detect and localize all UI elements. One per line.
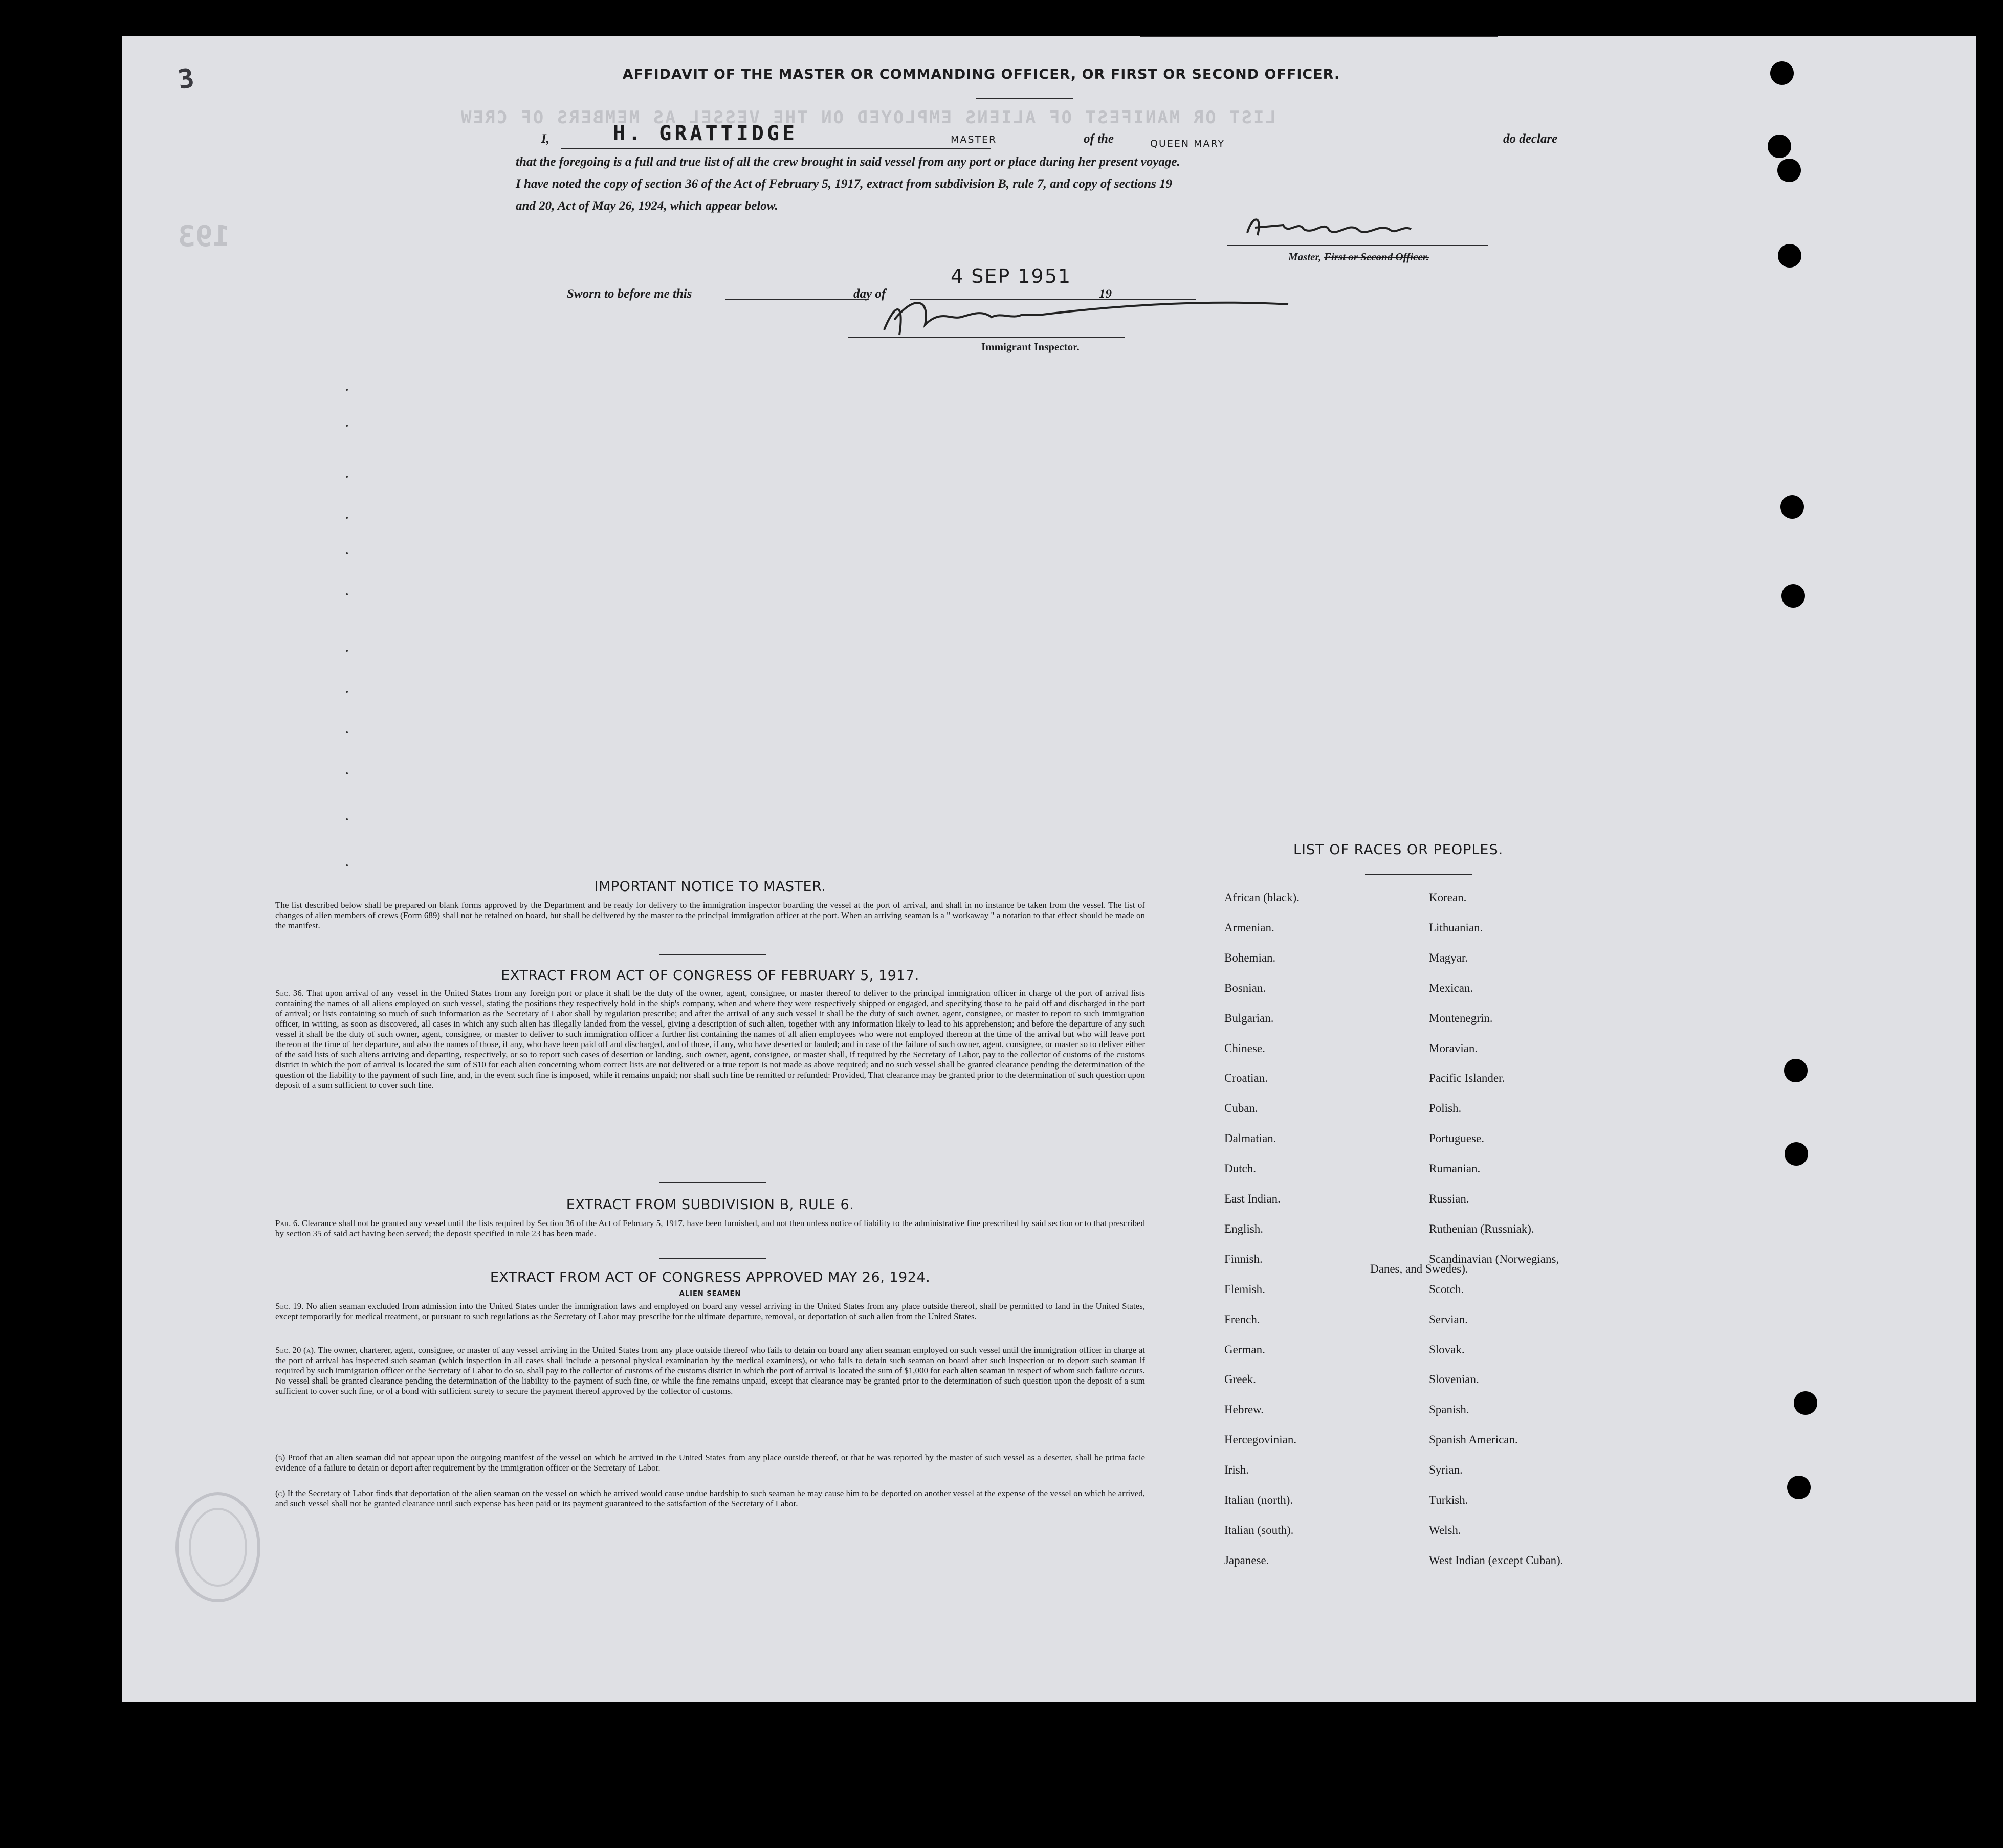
extract-1924-title: EXTRACT FROM ACT OF CONGRESS APPROVED MAY 26, 1924. bbox=[490, 1270, 931, 1285]
punch-hole bbox=[1785, 1142, 1808, 1166]
position-field: MASTER bbox=[951, 134, 997, 145]
master-name: H. GRATTIDGE bbox=[613, 122, 798, 145]
of-the-label: of the bbox=[1084, 132, 1114, 146]
race-item: Korean. bbox=[1429, 891, 1467, 904]
inspector-caption: Immigrant Inspector. bbox=[981, 341, 1080, 353]
name-underline bbox=[561, 148, 991, 149]
race-item: Bosnian. bbox=[1224, 982, 1266, 994]
extract-1924-sec19 bbox=[275, 1301, 1145, 1322]
master-signature bbox=[1227, 210, 1493, 251]
race-item: West Indian (except Cuban). bbox=[1429, 1554, 1564, 1567]
race-item: African (black). bbox=[1224, 891, 1300, 904]
dot-mark bbox=[346, 425, 348, 427]
master-caption-label: Master, bbox=[1288, 251, 1322, 263]
dot-mark bbox=[346, 389, 348, 391]
extract-rule6-divider bbox=[659, 1258, 766, 1259]
dot-mark bbox=[346, 772, 348, 774]
sec20b-body: Proof that an alien seaman did not appear upon the outgoing manifest of the vessel on which he arrived in the United States from any place outside thereof, or that he was reported by the master of such vessel as a deserter, shall be prima facie evidence of a failure to detain or deport after requirement by the immigration officer or the Secretary of Labor. bbox=[275, 1453, 1145, 1473]
race-item: Japanese. bbox=[1224, 1554, 1269, 1567]
race-item: Greek. bbox=[1224, 1373, 1256, 1386]
race-item: Ruthenian (Russniak). bbox=[1429, 1222, 1534, 1235]
dot-mark bbox=[346, 818, 348, 820]
extract-1924-sec20c bbox=[275, 1488, 1145, 1509]
extract-1924-subtitle: ALIEN SEAMEN bbox=[679, 1290, 741, 1298]
sec20a-lead: Sec. 20 (a). bbox=[275, 1345, 316, 1355]
race-item: Finnish. bbox=[1224, 1253, 1263, 1265]
notice-text: The list described below shall be prepared on blank forms approved by the Department and be ready for delivery to the immigration inspector boarding the vessel at the port of arrival, and shall in no instance be taken from the vessel. The list of changes of alien members of crews (Form 689) shall not be retained on board, but shall be delivered by the master to the principal immigration officer at the port. When an arriving seaman is a " workaway " a notation to that effect should be made on the manifest. bbox=[275, 900, 1145, 930]
declaration-line-1: that the foregoing is a full and true list of all the crew brought in said vessel from any port or place during her present voyage. bbox=[516, 155, 1180, 169]
race-item: Cuban. bbox=[1224, 1102, 1258, 1115]
declaration-line-3: and 20, Act of May 26, 1924, which appear below. bbox=[516, 199, 778, 213]
race-item: Servian. bbox=[1429, 1313, 1468, 1326]
sec19-body: No alien seaman excluded from admission into the United States under the immigration laws and employed on board any vessel arriving in the United States from any place outside thereof, shall be permitted to land in the United States, except temporarily for medical treatment, or pursuant to such regulations as the Secretary of Labor may prescribe for the ultimate departure, removal, or deportation of such alien from the United States. bbox=[275, 1301, 1146, 1321]
race-item: Syrian. bbox=[1429, 1463, 1463, 1476]
punch-hole bbox=[1787, 1476, 1811, 1499]
punch-hole bbox=[1794, 1391, 1817, 1415]
bleed-through-column bbox=[1759, 373, 1964, 414]
extract-rule6-text bbox=[275, 1218, 1145, 1239]
struck-officer-label: First or Second Officer. bbox=[1324, 251, 1429, 263]
dot-mark bbox=[346, 691, 348, 693]
inspector-signature bbox=[838, 289, 1298, 345]
vessel-underline bbox=[1140, 36, 1498, 37]
do-declare-label: do declare bbox=[1503, 132, 1558, 146]
punch-hole bbox=[1780, 495, 1804, 519]
race-item: Pacific Islander. bbox=[1429, 1072, 1505, 1084]
race-item: Montenegrin. bbox=[1429, 1012, 1493, 1025]
race-item: Slovenian. bbox=[1429, 1373, 1479, 1386]
stamp-date: 4 SEP 1951 bbox=[951, 265, 1072, 287]
punch-hole bbox=[1777, 159, 1801, 182]
extract-1917-text bbox=[275, 988, 1145, 1090]
punch-hole bbox=[1781, 584, 1805, 608]
punch-hole bbox=[1768, 135, 1791, 158]
punch-hole bbox=[1770, 61, 1794, 85]
dot-mark bbox=[346, 864, 348, 866]
page-number: 3 bbox=[175, 63, 196, 96]
extract-rule6-lead: Par. 6. bbox=[275, 1218, 300, 1228]
race-item: Irish. bbox=[1224, 1463, 1249, 1476]
race-item: Hercegovinian. bbox=[1224, 1433, 1297, 1446]
race-item: Hebrew. bbox=[1224, 1403, 1264, 1416]
race-item: Armenian. bbox=[1224, 921, 1274, 934]
race-item: Moravian. bbox=[1429, 1042, 1478, 1055]
race-item: Italian (north). bbox=[1224, 1494, 1293, 1506]
extract-1917-body: That upon arrival of any vessel in the United States from any foreign port or place it shall be the duty of the owner, agent, consignee, or master thereof to deliver to the principal immigration officer in charge of the port of arrival lists containing the names of all aliens employed on such vessel, stating the positions they respectively hold in the ship's company, when and where they were respectively shipped or engaged, and specifying those to be paid off and discharged in the port of arrival; or lists containing so much of such information as the Secretary of Labor shall by regulation prescribe; and after the arrival of any such vessel it shall be the duty of such owner, agent, consignee, or master to report to such immigration officer, in writing, as soon as discovered, all cases in which any such alien has illegally landed from the vessel, giving a description of such alien, together with any information likely to lead to his apprehension; and before the departure of any such vessel it shall be the duty of such owner, agent, consignee, or master to deliver to such immigration officer a further list containing the names of all alien employees who were not employed thereon at the time of the arrival but who will leave port thereon at the time of her departure, and also the names of those, if any, who have been paid off and discharged, and of those, if any, who have deserted or landed; and in case of the failure of such owner, agent, consignee, or master so to deliver either of the said lists of such aliens arriving and departing, respectively, or so to report such cases of desertion or landing, such owner, agent, consignee, or master shall, if required by the Secretary of Labor, pay to the collector of customs of the customs district in which the port of arrival is located the sum of $10 for each alien concerning whom correct lists are not delivered or a true report is not made as above required; and no such vessel shall be granted clearance pending the determination of the question of the liability to the payment of such fine, and, in the event such fine is imposed, while it remains unpaid; nor shall such fine be remitted or refunded: Provided, That clearance may be granted prior to the determination of such question upon deposit of a sum sufficient to cover such fine. bbox=[275, 988, 1145, 1090]
extract-1917-title: EXTRACT FROM ACT OF CONGRESS OF FEBRUARY 5, 1917. bbox=[501, 968, 919, 984]
faint-seal-icon bbox=[172, 1488, 264, 1606]
extract-rule6-body: Clearance shall not be granted any vessel until the lists required by Section 36 of the Act of February 5, 1917, have been furnished, and not then unless notice of liability to the administrative fine prescribed by said section or to that prescribed by section 35 of said act having been served; the deposit specified in rule 23 has been made. bbox=[275, 1218, 1146, 1238]
sworn-label: Sworn to before me this bbox=[567, 287, 692, 301]
race-item: Mexican. bbox=[1429, 982, 1473, 994]
sec20c-lead: (c) bbox=[275, 1488, 285, 1498]
race-item: East Indian. bbox=[1224, 1192, 1281, 1205]
sec19-lead: Sec. 19. bbox=[275, 1301, 304, 1311]
extract-1924-sec20b bbox=[275, 1453, 1145, 1473]
races-divider bbox=[1365, 874, 1472, 875]
race-item: Dalmatian. bbox=[1224, 1132, 1276, 1145]
extract-1924-sec20a bbox=[275, 1345, 1145, 1396]
race-item: Magyar. bbox=[1429, 951, 1468, 964]
race-item-scandinavian-cont: Danes, and Swedes). bbox=[1370, 1262, 1468, 1275]
race-item: Scotch. bbox=[1429, 1283, 1464, 1296]
race-item: German. bbox=[1224, 1343, 1265, 1356]
race-item: French. bbox=[1224, 1313, 1260, 1326]
race-item: Welsh. bbox=[1429, 1524, 1461, 1537]
dot-mark bbox=[346, 552, 348, 554]
race-item: Russian. bbox=[1429, 1192, 1469, 1205]
vessel-name: QUEEN MARY bbox=[1150, 138, 1225, 149]
sec20a-body: The owner, charterer, agent, consignee, or master of any vessel arriving in the United States from any place outside thereof who fails to detain on board any alien seaman employed on such vessel until the immigration officer in charge at the port of arrival has inspected such seaman (which inspection in all cases shall include a personal physical examination by the medical examiners), or who fails to detain such seaman on board after such inspection or to deport such seaman if required by such immigration officer or the Secretary of Labor to do so, shall pay to the collector of customs of the customs district in which the port of arrival is located the sum of $1,000 for each alien seaman in respect of whom such failure occurs. No vessel shall be granted clearance pending the determination of the liability to the payment of such fine, or while the fine remains unpaid, except that clearance may be granted prior to the determination of such question upon the deposit of a sum sufficient to cover such fine, or of a bond with sufficient surety to secure the payment thereof approved by the collector of customs. bbox=[275, 1345, 1145, 1396]
race-item: Polish. bbox=[1429, 1102, 1462, 1115]
declaration-line-2: I have noted the copy of section 36 of the Act of February 5, 1917, extract from subdivision B, rule 7, and copy of sections 19 bbox=[516, 177, 1173, 191]
sec20b-lead: (b) bbox=[275, 1453, 285, 1462]
notice-title: IMPORTANT NOTICE TO MASTER. bbox=[594, 879, 826, 895]
race-item: Italian (south). bbox=[1224, 1524, 1294, 1537]
dot-mark bbox=[346, 650, 348, 652]
race-item: Rumanian. bbox=[1429, 1162, 1481, 1175]
notice-divider bbox=[659, 954, 766, 955]
document-page bbox=[122, 36, 1976, 1702]
race-item: Scandinavian (Norwegians, bbox=[1429, 1253, 1559, 1265]
race-item: Portuguese. bbox=[1429, 1132, 1484, 1145]
i-label: I, bbox=[541, 132, 549, 146]
race-item: Turkish. bbox=[1429, 1494, 1468, 1506]
bleed-line bbox=[1759, 373, 1964, 414]
punch-hole bbox=[1778, 244, 1801, 268]
races-title: LIST OF RACES OR PEOPLES. bbox=[1293, 842, 1504, 858]
dot-mark bbox=[346, 476, 348, 478]
dot-mark bbox=[346, 517, 348, 519]
master-caption bbox=[1288, 251, 1429, 263]
race-item: English. bbox=[1224, 1222, 1264, 1235]
extract-rule6-title: EXTRACT FROM SUBDIVISION B, RULE 6. bbox=[566, 1197, 854, 1213]
race-item: Lithuanian. bbox=[1429, 921, 1483, 934]
race-item: Dutch. bbox=[1224, 1162, 1256, 1175]
race-item: Spanish American. bbox=[1429, 1433, 1518, 1446]
sec20c-body: If the Secretary of Labor finds that deportation of the alien seaman on the vessel on which he arrived would cause undue hardship to such seaman he may cause him to be deported on another vessel at the expense of the vessel on which he arrived, and such vessel shall not be granted clearance until such expense has been paid or its payment guaranteed to the satisfaction of the Secretary of Labor. bbox=[275, 1488, 1146, 1508]
bleed-through-number: 193 bbox=[178, 220, 230, 253]
race-item: Croatian. bbox=[1224, 1072, 1268, 1084]
title-divider bbox=[976, 98, 1073, 99]
race-item: Bulgarian. bbox=[1224, 1012, 1274, 1025]
race-item: Chinese. bbox=[1224, 1042, 1265, 1055]
day-of-label: day of bbox=[853, 287, 886, 301]
race-item: Slovak. bbox=[1429, 1343, 1465, 1356]
bleed-through-header: LIST OR MANIFEST OF ALIENS EMPLOYED ON THE VESSEL AS MEMBERS OF CREW bbox=[459, 107, 1276, 128]
affidavit-title: AFFIDAVIT OF THE MASTER OR COMMANDING OFFICER, OR FIRST OR SECOND OFFICER. bbox=[622, 66, 1340, 82]
race-item: Bohemian. bbox=[1224, 951, 1276, 964]
extract-1917-lead: Sec. 36. bbox=[275, 988, 304, 998]
year-prefix: 19 bbox=[1099, 287, 1112, 301]
dot-mark bbox=[346, 593, 348, 595]
race-item: Spanish. bbox=[1429, 1403, 1469, 1416]
race-item: Flemish. bbox=[1224, 1283, 1265, 1296]
punch-hole bbox=[1784, 1059, 1808, 1082]
dot-mark bbox=[346, 731, 348, 733]
extract-1917-divider bbox=[659, 1182, 766, 1183]
